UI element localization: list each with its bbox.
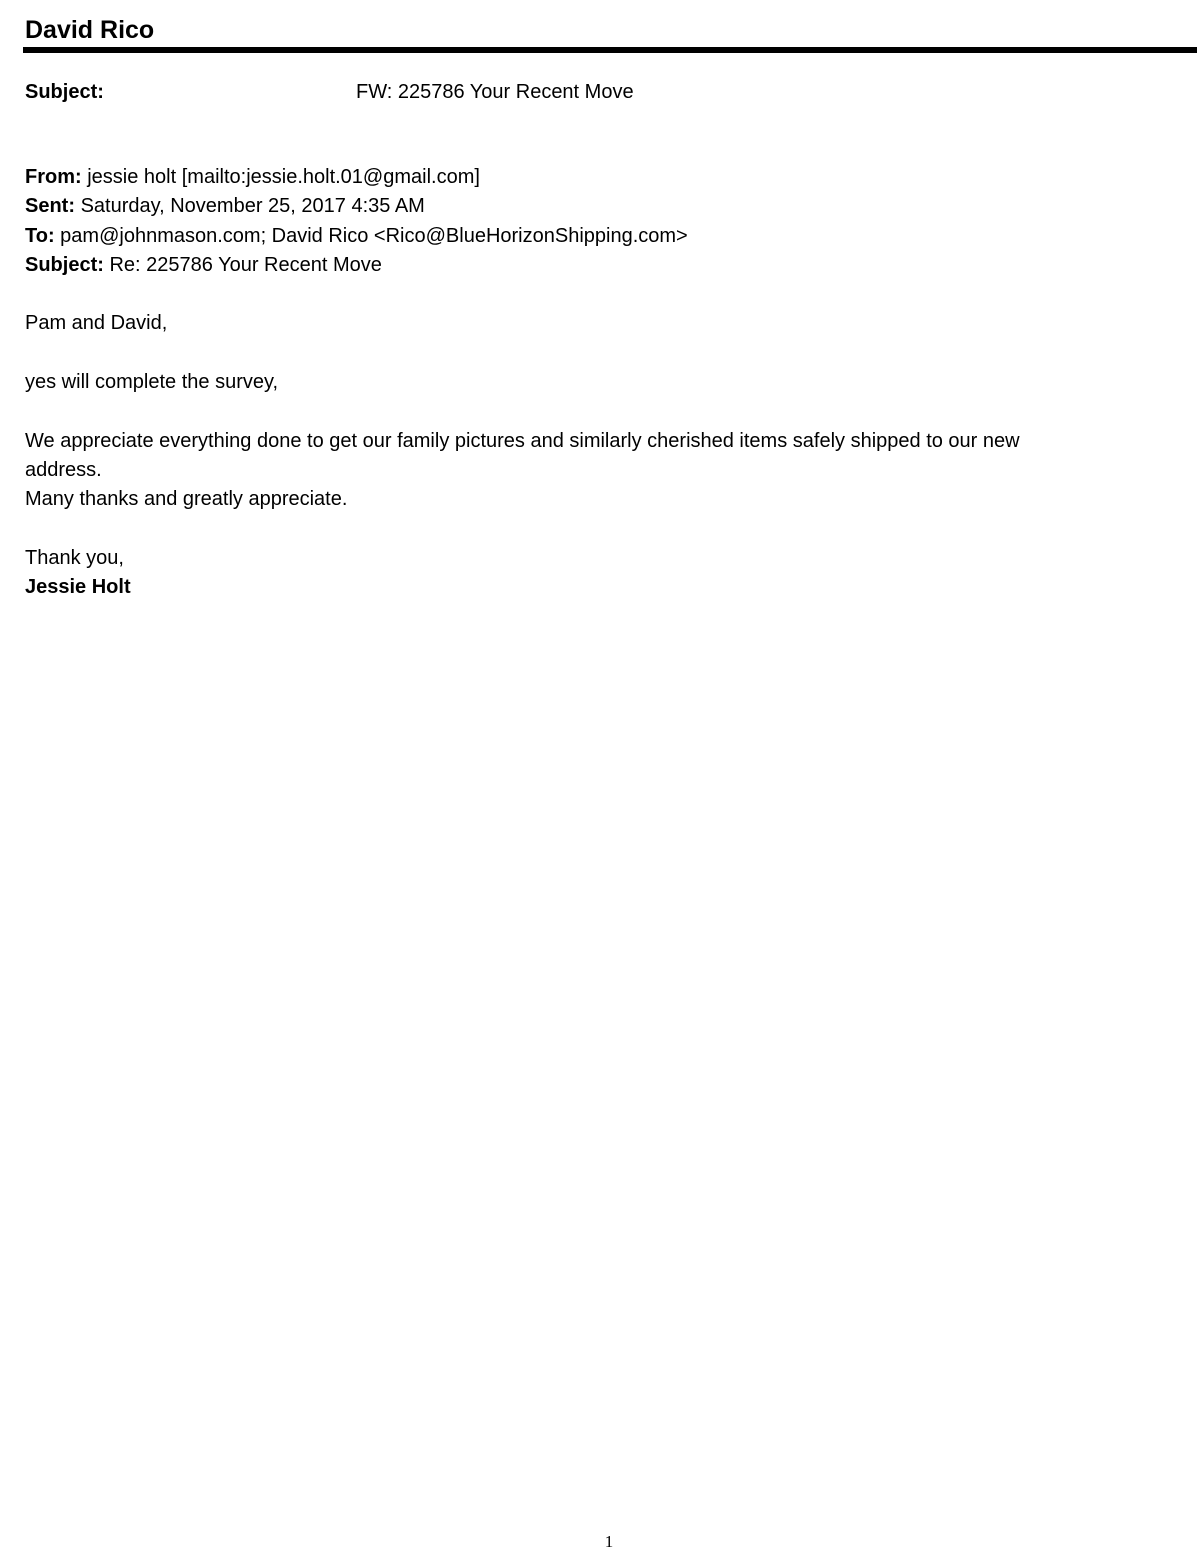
header-divider	[23, 47, 1197, 53]
from-line	[25, 163, 1175, 192]
email-message	[25, 163, 1175, 602]
signature-name: Jessie Holt	[25, 576, 131, 599]
subject-line	[25, 251, 1175, 280]
page-number: 1	[604, 1532, 614, 1551]
body-paragraph-line: Many thanks and greatly appreciate.	[25, 488, 348, 511]
forward-subject-label: Subject:	[25, 81, 104, 103]
spacer	[25, 515, 1175, 544]
sent-value: Saturday, November 25, 2017 4:35 AM	[80, 195, 425, 218]
subject-value: Re: 225786 Your Recent Move	[109, 253, 382, 276]
body-paragraph-line: address.	[25, 458, 102, 481]
from-value: jessie holt [mailto:jessie.holt.01@gmail.com]	[87, 166, 480, 188]
to-line	[25, 222, 1175, 251]
body-line: yes will complete the survey,	[25, 371, 279, 394]
to-value: pam@johnmason.com; David Rico <Rico@BlueHorizonShipping.com>	[60, 224, 688, 247]
to-label: To:	[25, 224, 55, 247]
sent-label: Sent:	[25, 195, 75, 218]
body-paragraph-line: We appreciate everything done to get our family pictures and similarly cherished items safely shipped to our new	[25, 429, 1020, 452]
subject-label: Subject:	[25, 253, 104, 276]
closing: Thank you,	[25, 546, 124, 569]
spacer	[25, 280, 1175, 309]
spacer	[25, 339, 1175, 368]
spacer	[25, 397, 1175, 426]
greeting: Pam and David,	[25, 312, 168, 335]
from-label: From:	[25, 166, 82, 188]
forward-subject-value: FW: 225786 Your Recent Move	[356, 81, 634, 103]
mailbox-owner-name: David Rico	[25, 16, 155, 44]
sent-line	[25, 192, 1175, 221]
